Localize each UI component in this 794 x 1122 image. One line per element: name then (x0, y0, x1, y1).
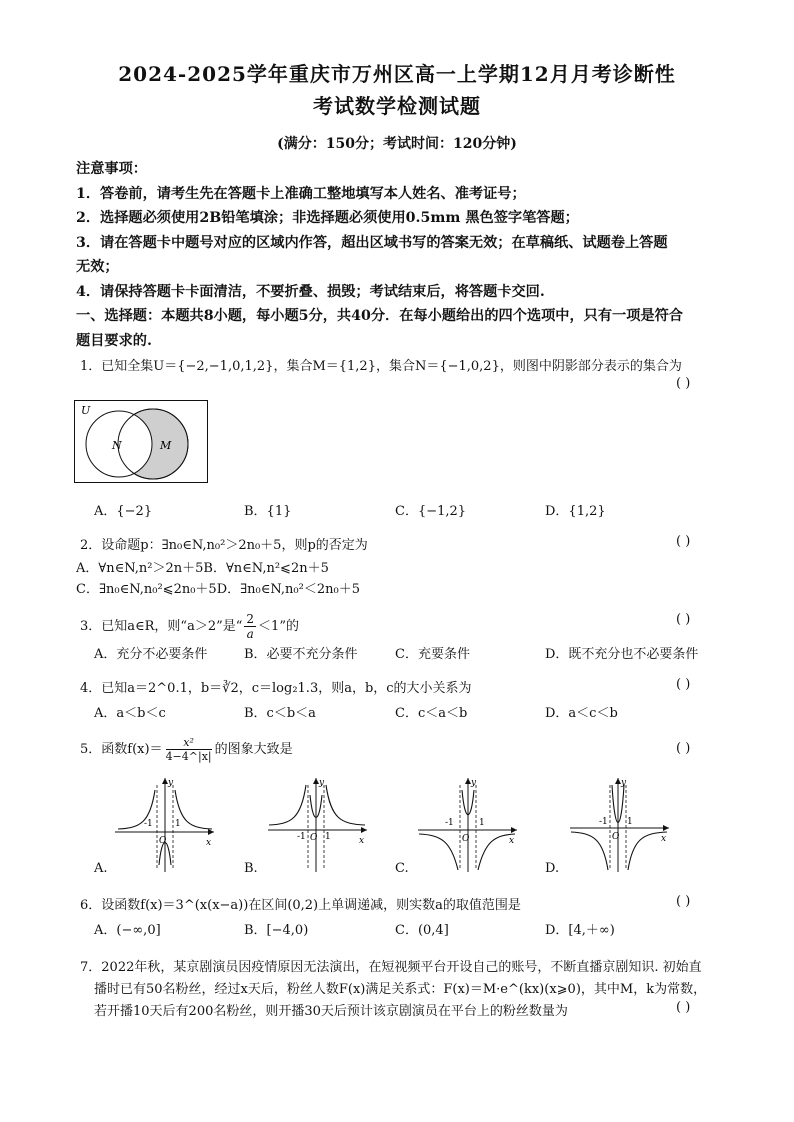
venn-label-m: M (160, 439, 172, 452)
venn-label-u: U (81, 404, 91, 417)
q3-frac-num: 2 (246, 612, 255, 626)
q3-frac-den: a (246, 627, 254, 641)
q6-option-c: C．(0,4] (395, 923, 449, 938)
graph-c-label-neg1: -1 (445, 818, 454, 828)
graph-a-label-o: O (159, 836, 167, 846)
q6-option-b: B．[−4,0) (244, 923, 309, 938)
graph-b-label-y: y (319, 778, 325, 788)
paper-title-line2: 考试数学检测试题 (313, 94, 481, 118)
graph-b-label-neg1: -1 (297, 832, 306, 842)
q5-option-d: D. (545, 861, 560, 876)
q5-graph-a (110, 775, 220, 875)
q1-option-d: D．{1,2} (545, 504, 606, 519)
q5-frac-num: x² (166, 736, 212, 750)
q5-option-c: C. (395, 861, 409, 876)
q7-line1: 7．2022年秋，某京剧演员因疫情原因无法演出，在短视频平台开设自己的账号，不断直播京剧知识. 初始直 (80, 960, 702, 975)
q7-answer-paren: ( ) (676, 1000, 691, 1015)
q4-option-c: C．c＜a＜b (395, 706, 468, 721)
q4-stem: 4．已知a＝2^0.1，b＝∛2，c＝log₂1.3，则a，b，c的大小关系为 (80, 681, 472, 696)
q1-venn-diagram (74, 400, 210, 486)
q6-option-d: D．[4,＋∞) (545, 923, 615, 938)
venn-label-n: N (112, 439, 122, 452)
q5-answer-paren: ( ) (676, 741, 691, 756)
q5-stem-pre: 5．函数f(x)＝ (80, 742, 163, 757)
graph-b-label-x: x (359, 836, 365, 846)
notes-item-1: 1．答卷前，请考生先在答题卡上准确工整地填写本人姓名、准考证号； (76, 186, 526, 202)
q1-option-c: C．{−1,2} (395, 504, 467, 519)
q1-option-b: B．{1} (244, 504, 292, 519)
q5-stem (80, 736, 293, 763)
graph-a-label-neg1: -1 (144, 819, 153, 829)
q1-option-a: A．{−2} (94, 504, 153, 519)
q5-fraction (166, 736, 212, 763)
q5-option-b: B. (244, 861, 258, 876)
q1-stem: 1．已知全集U＝{−2,−1,0,1,2}，集合M＝{1,2}，集合N＝{−1,0,2}，则图中阴影部分表示的集合为 (80, 359, 682, 374)
q3-answer-paren: ( ) (676, 612, 691, 627)
graph-d-label-y: y (621, 778, 627, 788)
q1-answer-paren: ( ) (676, 376, 691, 391)
q3-option-b: B．必要不充分条件 (244, 647, 358, 662)
q6-option-a: A．(−∞,0] (94, 923, 161, 938)
q5-stem-post: 的图象大致是 (214, 742, 293, 757)
notes-item-3b: 无效； (76, 259, 119, 275)
q2-options-cd: C．∃n₀∈N,n₀²⩽2n₀＋5D．∃n₀∈N,n₀²＜2n₀＋5 (76, 582, 360, 597)
graph-d-label-pos1: 1 (627, 817, 633, 827)
graph-c-label-o: O (462, 834, 470, 844)
graph-c-label-pos1: 1 (479, 818, 485, 828)
graph-c-label-y: y (471, 778, 477, 788)
graph-d-label-x: x (661, 834, 667, 844)
paper-title-line1: 2024-2025学年重庆市万州区高一上学期12月月考诊断性 (118, 62, 676, 86)
q3-option-a: A．充分不必要条件 (94, 647, 208, 662)
q3-stem (80, 612, 299, 641)
q2-options-ab: A．∀n∈N,n²＞2n＋5B．∀n∈N,n²⩽2n＋5 (76, 561, 329, 576)
q7-line3: 若开播10天后有200名粉丝，则开播30天后预计该京剧演员在平台上的粉丝数量为 (94, 1004, 568, 1019)
notes-item-3a: 3．请在答题卡中题号对应的区域内作答，超出区域书写的答案无效；在草稿纸、试题卷上答题 (76, 235, 668, 251)
graph-d-label-o: O (612, 832, 620, 842)
q6-answer-paren: ( ) (676, 894, 691, 909)
q3-option-c: C．充要条件 (395, 647, 470, 662)
q5-graph-b (263, 775, 373, 875)
q5-graph-d (565, 775, 675, 875)
q5-frac-den: 4−4^|x| (165, 750, 212, 763)
graph-a-label-pos1: 1 (175, 819, 181, 829)
notes-item-2: 2．选择题必须使用2B铅笔填涂；非选择题必须使用0.5mm 黑色签字笔答题； (76, 210, 579, 226)
graph-c-label-x: x (509, 836, 515, 846)
q3-option-d: D．既不充分也不必要条件 (545, 647, 699, 662)
q3-stem-pre: 3．已知a∈R，则“a＞2”是“ (80, 619, 243, 634)
q5-option-a: A. (94, 861, 108, 876)
q4-option-a: A．a＜b＜c (94, 706, 166, 721)
q3-stem-post: ＜1”的 (258, 619, 299, 634)
q3-fraction (244, 612, 256, 641)
q4-option-b: B．c＜b＜a (244, 706, 316, 721)
paper-subtitle: (满分：150分；考试时间：120分钟) (277, 136, 517, 152)
q2-answer-paren: ( ) (676, 534, 691, 549)
graph-b-label-o: O (310, 833, 318, 843)
q5-graph-c (413, 775, 523, 875)
section1-line2: 题目要求的. (76, 333, 152, 349)
graph-b-label-pos1: 1 (325, 832, 331, 842)
q7-line2: 播时已有50名粉丝，经过x天后，粉丝人数F(x)满足关系式：F(x)＝M·e^(kx)(x⩾0)，其中M，k为常数， (94, 982, 707, 997)
q6-stem: 6．设函数f(x)＝3^(x(x−a))在区间(0,2)上单调递减，则实数a的取值范围是 (80, 898, 521, 913)
q4-option-d: D．a＜c＜b (545, 706, 618, 721)
graph-d-label-neg1: -1 (599, 817, 608, 827)
notes-heading: 注意事项： (76, 161, 147, 177)
q2-stem: 2．设命题p：∃n₀∈N,n₀²＞2n₀＋5，则p的否定为 (80, 538, 368, 553)
section1-line1: 一、选择题：本题共8小题，每小题5分，共40分．在每小题给出的四个选项中，只有一项是符合 (76, 308, 683, 324)
graph-a-label-x: x (206, 838, 212, 848)
notes-item-4: 4．请保持答题卡卡面清洁，不要折叠、损毁；考试结束后，将答题卡交回. (76, 284, 545, 300)
q4-answer-paren: ( ) (676, 677, 691, 692)
graph-a-label-y: y (168, 778, 174, 788)
